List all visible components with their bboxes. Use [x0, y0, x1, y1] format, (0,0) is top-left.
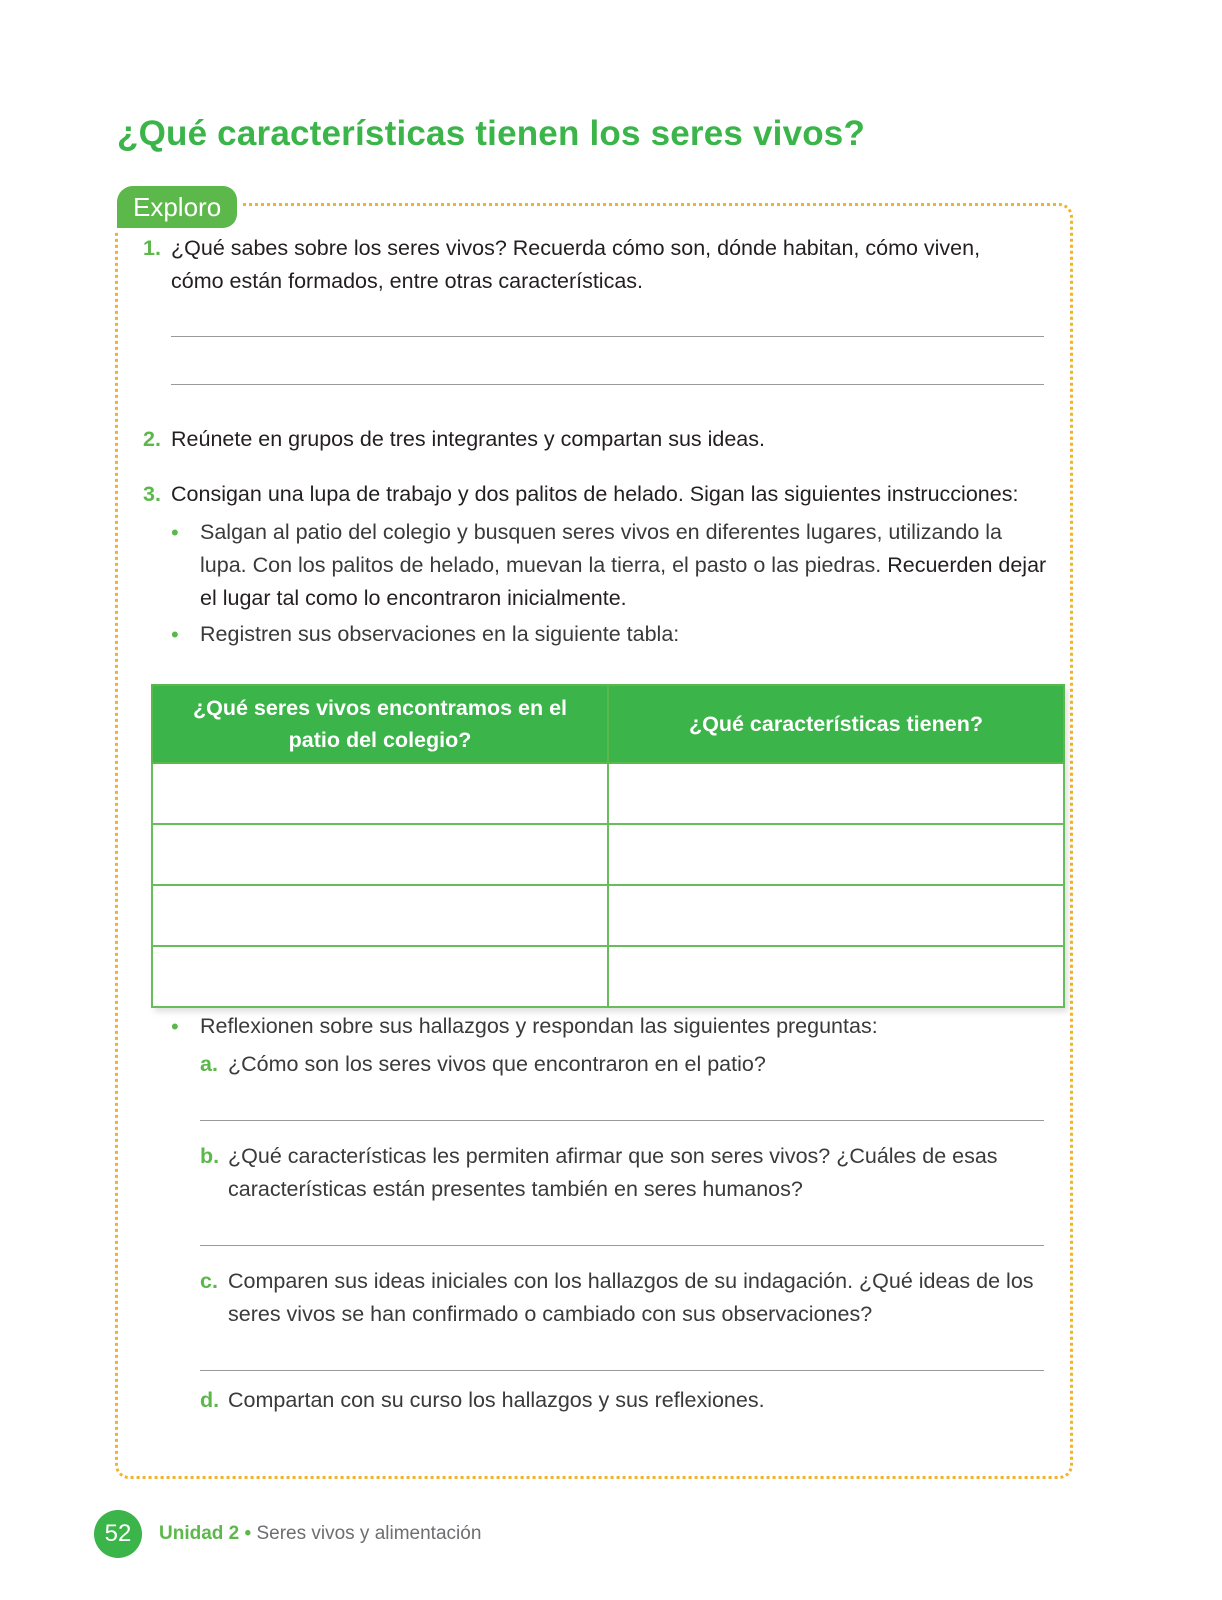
- question-text-line: Consigan una lupa de trabajo y dos palitos de helado. Sigan las siguientes instrucciones:: [171, 482, 1019, 506]
- table-header-cell: ¿Qué seres vivos encontramos en el patio del colegio?: [152, 685, 608, 763]
- question-1: [143, 232, 1051, 298]
- bullet-text-line: Salgan al patio del colegio y busquen seres vivos en diferentes lugares, utilizando la: [200, 520, 1002, 544]
- question-number: 2.: [143, 427, 161, 451]
- observation-table: [151, 684, 1065, 1008]
- subquestion-letter: b.: [200, 1144, 220, 1168]
- subquestion-text-line: ¿Cómo son los seres vivos que encontraron en el patio?: [228, 1052, 766, 1076]
- footer-separator: •: [244, 1523, 252, 1544]
- subquestion-b: [200, 1140, 1058, 1206]
- question-number: 1.: [143, 236, 161, 260]
- table-row: [152, 946, 1064, 1007]
- bullet-item: [171, 618, 1060, 651]
- bullet-text-line: [200, 549, 1060, 582]
- answer-line[interactable]: [200, 1370, 1044, 1371]
- bullet-text-line: Registren sus observaciones en la siguiente tabla:: [200, 622, 680, 646]
- page-title: ¿Qué características tienen los seres vivos?: [117, 114, 866, 153]
- table-row: [152, 763, 1064, 824]
- table-cell[interactable]: [152, 885, 608, 946]
- table-header-cell: ¿Qué características tienen?: [608, 685, 1064, 763]
- bullet-icon: •: [171, 1014, 179, 1039]
- question-number: 3.: [143, 482, 161, 506]
- question-2: [143, 423, 1051, 456]
- answer-line[interactable]: [200, 1120, 1044, 1121]
- table-cell[interactable]: [152, 946, 608, 1007]
- question-text-line: cómo están formados, entre otras características.: [171, 269, 644, 293]
- subquestion-text-line: Comparen sus ideas iniciales con los hallazgos de su indagación. ¿Qué ideas de los: [228, 1269, 1034, 1293]
- bullet-icon: •: [171, 520, 179, 545]
- answer-line[interactable]: [171, 336, 1044, 337]
- subquestion-d: [200, 1384, 1058, 1417]
- answer-line[interactable]: [200, 1245, 1044, 1246]
- table-cell[interactable]: [608, 824, 1064, 885]
- question-text-line: Reúnete en grupos de tres integrantes y compartan sus ideas.: [171, 427, 765, 451]
- subquestion-letter: c.: [200, 1269, 218, 1293]
- table-cell[interactable]: [608, 763, 1064, 824]
- bullet-text-line: Reflexionen sobre sus hallazgos y respondan las siguientes preguntas:: [200, 1014, 878, 1038]
- page-number-badge: 52: [94, 1510, 142, 1558]
- bullet-icon: •: [171, 622, 179, 647]
- section-tab-exploro: Exploro: [117, 186, 237, 228]
- table-row: [152, 885, 1064, 946]
- answer-line[interactable]: [171, 384, 1044, 385]
- subquestion-text-line: ¿Qué características les permiten afirmar que son seres vivos? ¿Cuáles de esas: [228, 1144, 998, 1168]
- table-cell[interactable]: [608, 946, 1064, 1007]
- subquestion-c: [200, 1265, 1058, 1331]
- table-header-row: [152, 685, 1064, 763]
- table-cell[interactable]: [152, 763, 608, 824]
- subquestion-a: [200, 1048, 1058, 1081]
- subquestion-text-line: Compartan con su curso los hallazgos y sus reflexiones.: [228, 1388, 765, 1412]
- subquestion-letter: d.: [200, 1388, 220, 1412]
- footer-unit-label: [159, 1520, 481, 1548]
- bullet-emphasis-text: Recuerden dejar: [887, 553, 1047, 577]
- unit-number: Unidad 2: [159, 1523, 240, 1544]
- subquestion-text-line: características están presentes también en seres humanos?: [228, 1177, 803, 1201]
- question-text-line: ¿Qué sabes sobre los seres vivos? Recuerda cómo son, dónde habitan, cómo viven,: [171, 236, 981, 260]
- bullet-text-segment: lupa. Con los palitos de helado, muevan la tierra, el pasto o las piedras.: [200, 553, 882, 577]
- bullet-item: [171, 516, 1060, 615]
- subquestion-text-line: seres vivos se han confirmado o cambiado con sus observaciones?: [228, 1302, 873, 1326]
- subquestion-letter: a.: [200, 1052, 218, 1076]
- table-row: [152, 824, 1064, 885]
- bullet-item: [171, 1010, 1060, 1043]
- table-cell[interactable]: [152, 824, 608, 885]
- question-3: [143, 478, 1071, 511]
- table-cell[interactable]: [608, 885, 1064, 946]
- unit-title: Seres vivos y alimentación: [256, 1523, 482, 1544]
- bullet-emphasis-text: el lugar tal como lo encontraron inicialmente.: [200, 586, 627, 610]
